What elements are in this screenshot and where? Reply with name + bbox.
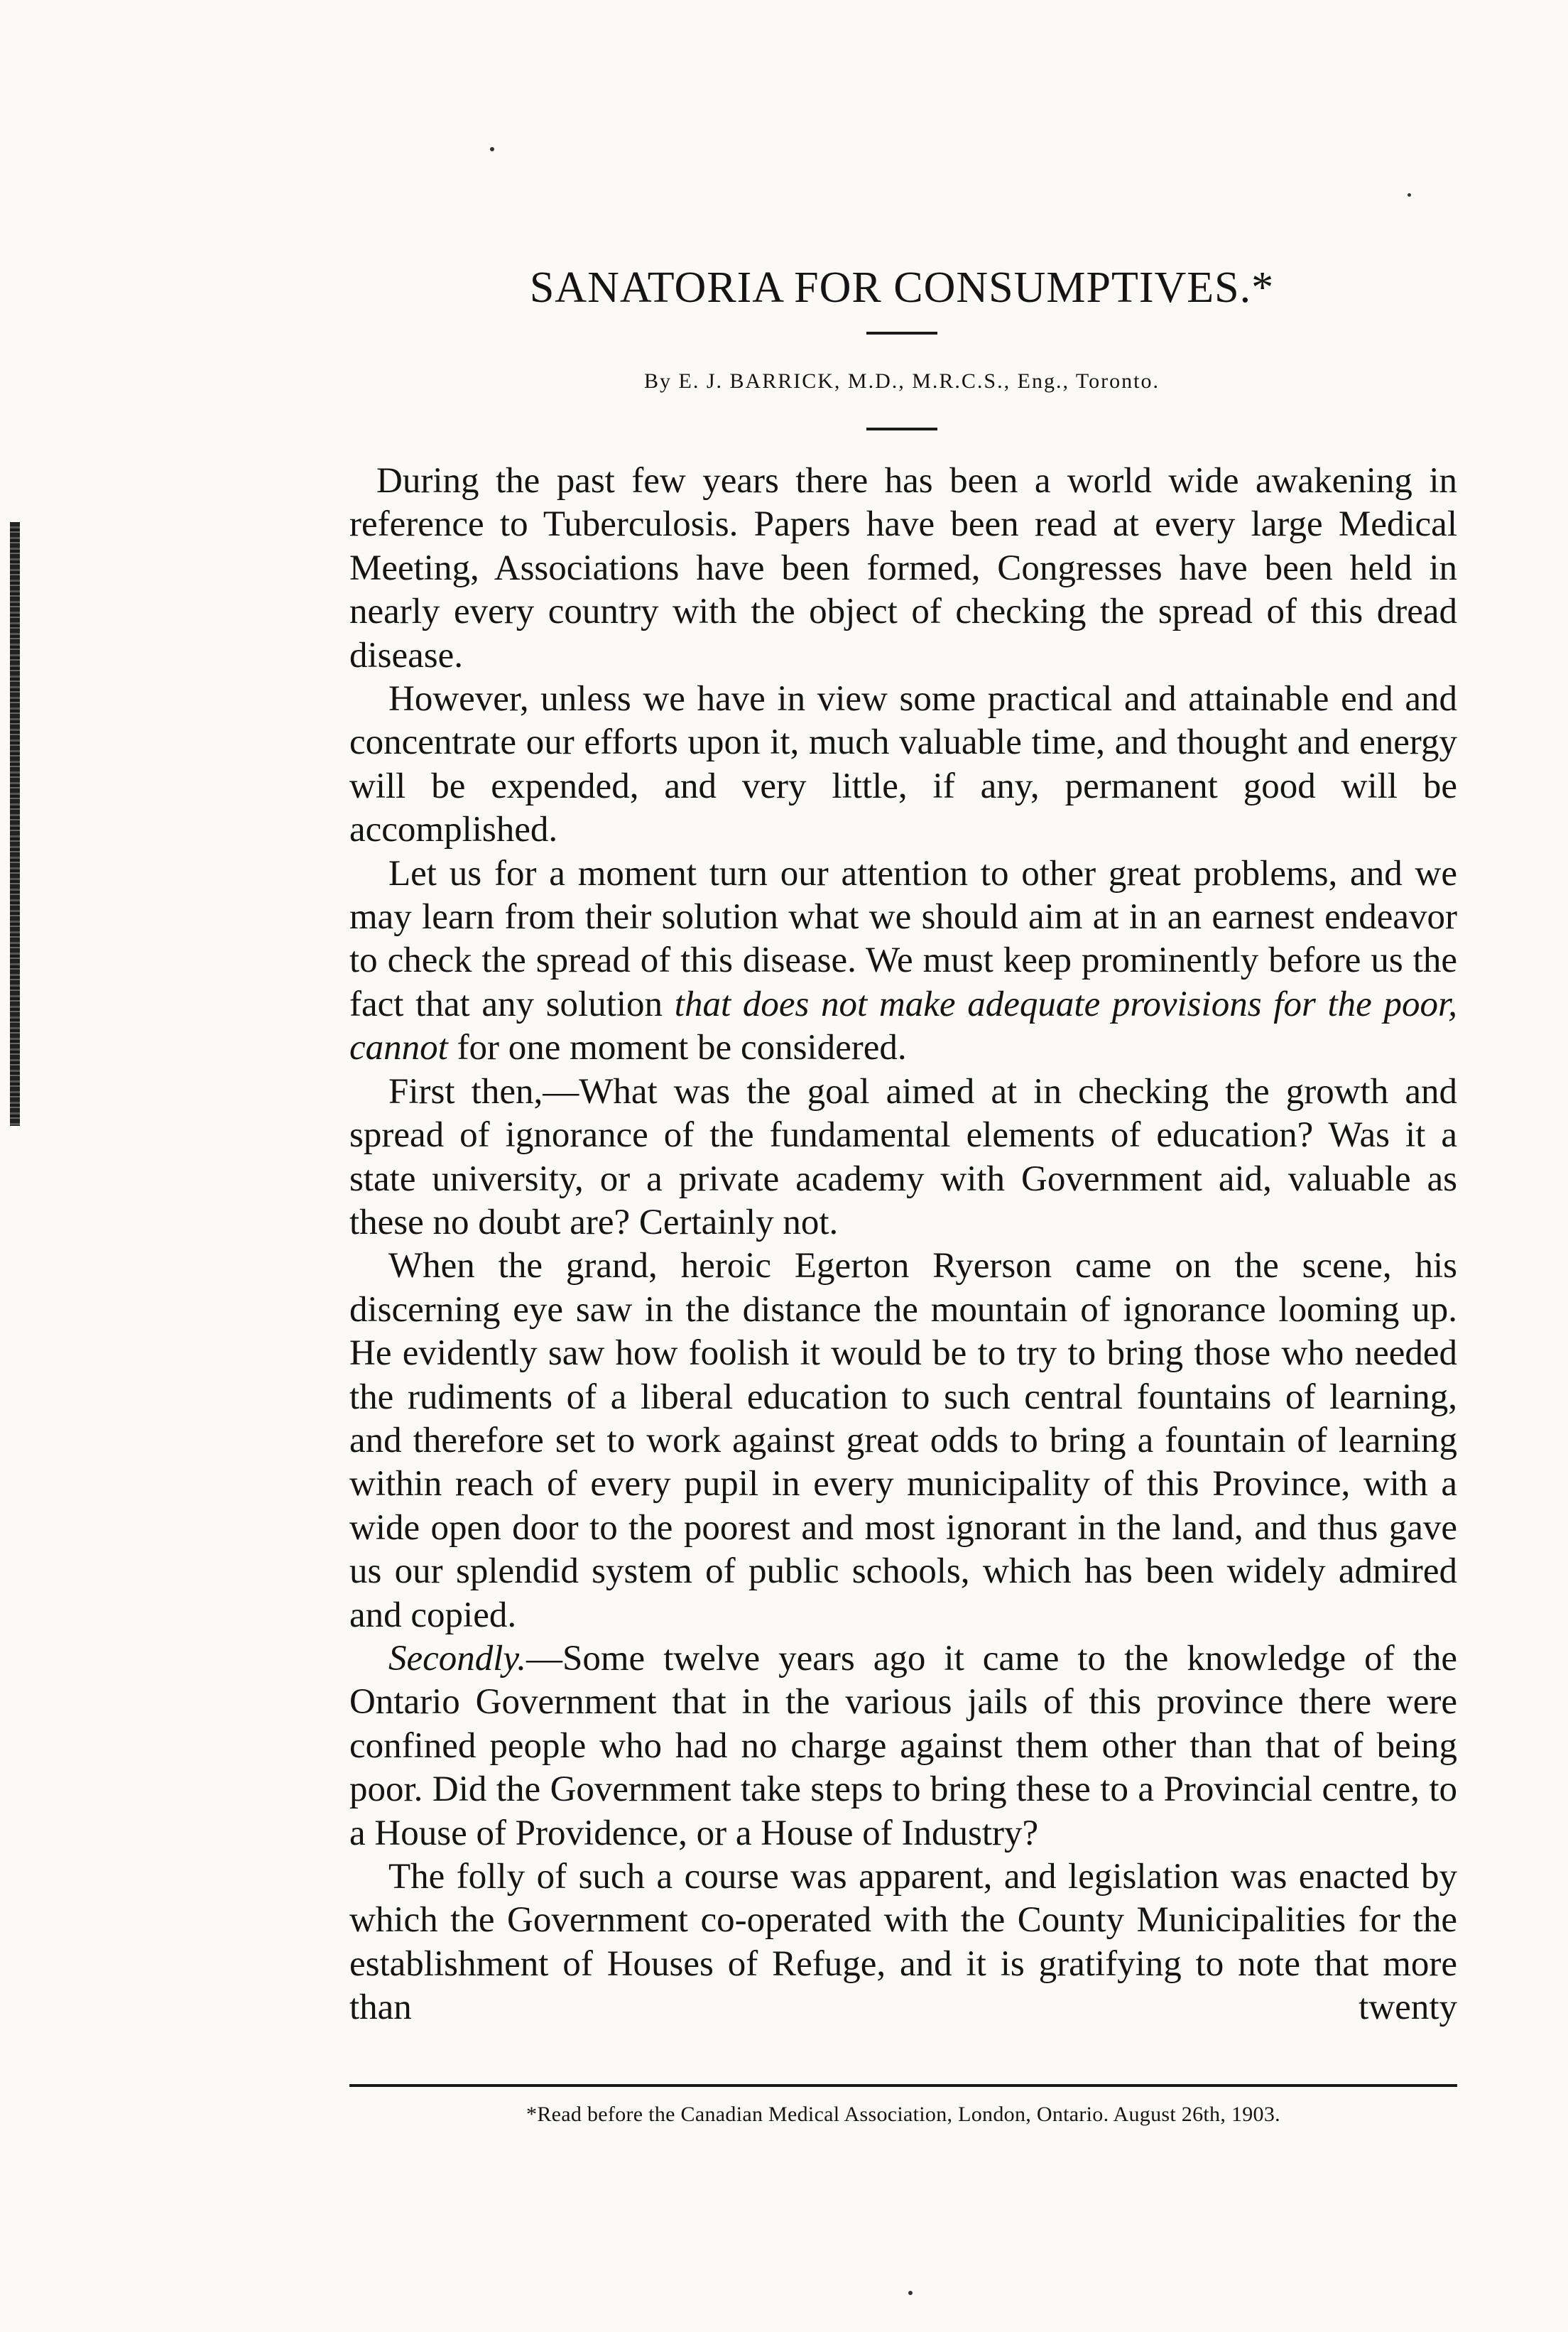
footnote: *Read before the Canadian Medical Association, London, Ontario. August 26th, 1903. [526,2103,1280,2126]
article-title: SANATORIA FOR CONSUMPTIVES.* [529,264,1275,312]
paragraph-6 [349,1637,1457,1855]
paragraph-3-text: Let us for a moment turn our attention to other great problems, and we may learn from their solution what we should aim at in an earnest endeavor to check the spread of this disease. We must keep prominently before us the fact that any solution [349,853,1457,1024]
paragraph-5: When the grand, heroic Egerton Ryerson came on the scene, his discerning eye saw in the distance the mountain of ignorance looming up. He evidently saw how foolish it would be to try to bring those who needed the rudiments of a liberal education to such central fountains of learning, and therefore set to work against great odds to bring a fountain of learning within reach of every pupil in every municipality of this Province, with a wide open door to the poorest and most ignorant in the land, and thus gave us our splendid system of public schools, which has been widely admired and copied. [349,1246,1457,1635]
paragraph-6-text: —Some twelve years ago it came to the knowledge of the Ontario Government that in the various jails of this province there were confined people who had no charge against them other than that of being poor. Did the Government take steps to bring these to a Provincial centre, to a House of Providence, or a House of Industry? [349,1638,1457,1853]
footnote-divider [349,2084,1457,2087]
byline-divider [866,428,937,430]
article-body [349,460,1457,2030]
title-divider [866,332,937,335]
scan-speck [908,2291,913,2295]
scan-speck [490,147,494,151]
paragraph-4: First then,—What was the goal aimed at in checking the growth and spread of ignorance of the fundamental elements of education? Was it a state university, or a private academy with Government aid, valuable as these no doubt are? Certainly not. [349,1071,1457,1242]
paragraph-6-lead: Secondly. [388,1638,527,1679]
paragraph-2: However, unless we have in view some practical and attainable end and concentrate our efforts upon it, much valuable time, and thought and energy will be expended, and very little, if any, permanent good will be accomplished. [349,679,1457,850]
scan-speck [1408,193,1411,197]
paragraph-3-end: for one moment be considered. [447,1028,907,1068]
paragraph-7: The folly of such a course was apparent, and legislation was enacted by which the Government co-operated with the County Municipalities for the establishment of Houses of Refuge, and it is gratifying to note that more than twenty [349,1857,1457,2028]
paragraph-3-emphasis: that does not make adequate provisions for the poor, cannot [349,984,1457,1068]
paragraph-1: During the past few years there has been a world wide awakening in reference to Tuberculosis. Papers have been read at every large Medical Meeting, Associations have been formed, Congresses have been held in nearly every country with the object of checking the spread of this dread disease. [349,461,1457,676]
article-byline: By E. J. BARRICK, M.D., M.R.C.S., Eng., Toronto. [644,369,1160,393]
paragraph-3 [349,852,1457,1070]
scan-binding-edge [10,522,20,1126]
